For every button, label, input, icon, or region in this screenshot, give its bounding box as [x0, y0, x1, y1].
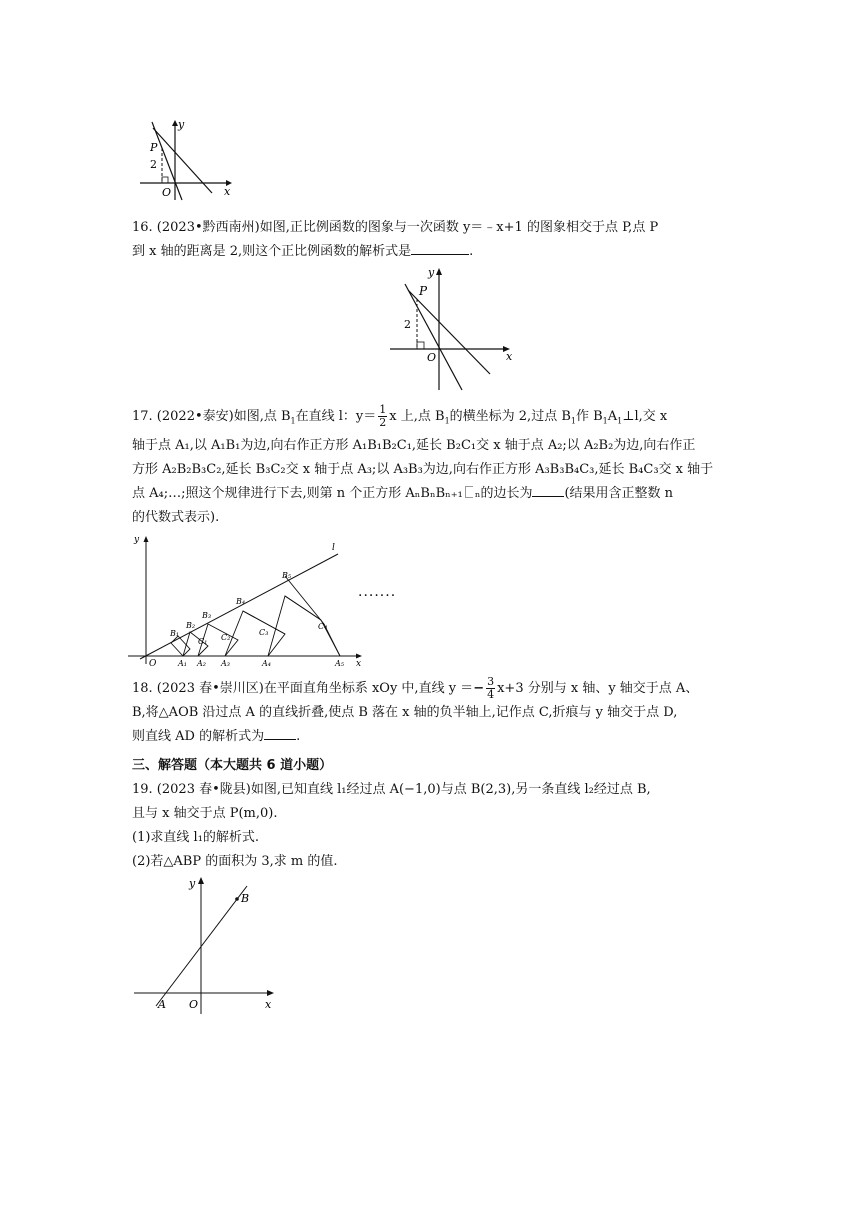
- y-axis-arrow-icon: [144, 536, 149, 542]
- label-b1: B₁: [170, 629, 180, 638]
- fraction-three-quarters: $\frac{3}{4}$: [487, 675, 495, 701]
- line-l: [140, 554, 338, 659]
- figure-q17-squares: [128, 532, 378, 669]
- label-y: y: [178, 118, 185, 131]
- label-two: 2: [404, 318, 411, 331]
- label-x: x: [265, 998, 272, 1011]
- answer-blank: [411, 242, 469, 255]
- q19-line3: (1)求直线 l₁的解析式.: [132, 830, 260, 845]
- label-origin: O: [427, 351, 437, 364]
- label-c4: C₄: [318, 622, 328, 631]
- q17-line3: 方形 A₂B₂B₃C₂,延长 B₃C₂交 x 轴于点 A₃;以 A₃B₃为边,向右作正方形 A₃B₃B₄C₃,延长 B₄C₃交 x 轴于: [132, 461, 714, 477]
- figure-q19-graph: [134, 874, 284, 1014]
- figure-top-graph: [140, 118, 240, 202]
- label-origin: O: [189, 998, 199, 1011]
- segment-b4-c4: [285, 596, 321, 620]
- label-b5: B₅: [282, 571, 292, 580]
- q19-line1: 19. (2023 春•陇县)如图,已知直线 l₁经过点 A(−1,0)与点 B(2,3),另一条直线 l₂经过点 B,: [132, 782, 651, 797]
- q16-line2: 到 x 轴的距离是 2,则这个正比例函数的解析式是 .: [132, 244, 474, 259]
- label-a3: A₃: [221, 659, 230, 668]
- q18-line3: 则直线 AD 的解析式为 .: [132, 729, 301, 744]
- label-origin: O: [162, 186, 172, 199]
- label-origin: O: [149, 659, 157, 669]
- label-x: x: [506, 350, 513, 363]
- answer-blank: [532, 484, 564, 497]
- x-axis-arrow-icon: [356, 654, 362, 659]
- label-x: x: [356, 659, 362, 669]
- square-5: [268, 596, 340, 656]
- question-19: [132, 778, 732, 874]
- label-a1: A₁: [178, 659, 187, 668]
- label-a5: A₅: [335, 659, 344, 668]
- question-17: [132, 404, 732, 530]
- q17-line2: 轴于点 A₁,以 A₁B₁为边,向右作正方形 A₁B₁B₂C₁,延长 B₂C₁交 x 轴于点 A₂;以 A₂B₂为边,向右作正: [132, 437, 696, 453]
- x-axis-arrow-icon: [267, 990, 274, 996]
- q16-line1: 16. (2023•黔西南州)如图,正比例函数的图象与一次函数 y＝﹣x+1 的图象相交于点 P,点 P: [132, 220, 659, 235]
- question-16: [132, 216, 732, 264]
- label-c1: C₁: [198, 637, 208, 646]
- q18-line1: 18. (2023 春•崇川区)在平面直角坐标系 xOy 中,直线 y ＝− $\frac{3}{4}$ x+3 分别与 x 轴、y 轴交于点 A、: [132, 675, 699, 701]
- q18-line2: B,将△AOB 沿过点 A 的直线折叠,使点 B 落在 x 轴的负半轴上,记作点 C,折痕与 y 轴交于点 D,: [132, 705, 678, 720]
- question-18: [132, 676, 732, 749]
- q17-line1: 17. (2022•泰安)如图,点 $B_1$在直线 l：y＝ $\frac{1}{2}$ x 上,点 $B_1$的横坐标为 2,过点 $B_1$作 $B_1A_1\perp l$,交 x: [132, 403, 668, 429]
- label-y: y: [134, 535, 140, 545]
- label-b3: B₃: [202, 611, 212, 620]
- label-two: 2: [150, 158, 157, 171]
- section-heading: 三、解答题（本大题共 6 道小题）: [132, 758, 333, 773]
- figure-q16-graph: [390, 262, 520, 392]
- y-axis-arrow-icon: [198, 877, 204, 884]
- label-p: P: [419, 284, 428, 298]
- y-axis-arrow-icon: [436, 268, 442, 275]
- label-b2: B₂: [186, 621, 196, 630]
- ellipsis-dots: ·······: [358, 588, 397, 604]
- label-p: P: [150, 141, 158, 154]
- label-a: A: [158, 998, 166, 1011]
- fraction-one-half: $\frac{1}{2}$: [379, 403, 387, 429]
- q19-line2: 且与 x 轴交于点 P(m,0).: [132, 806, 278, 821]
- label-x: x: [224, 185, 231, 198]
- q17-line4: 点 A₄;…;照这个规律进行下去,则第 n 个正方形 AₙBₙBₙ₊₁ ₙ的边长为 (结果用含正整数 n: [132, 485, 674, 501]
- label-b: B: [241, 892, 250, 905]
- garbled-glyph: [465, 486, 473, 498]
- q19-line4: (2)若△ABP 的面积为 3,求 m 的值.: [132, 854, 338, 869]
- point-b: [235, 897, 239, 901]
- answer-blank: [264, 727, 296, 740]
- right-angle-mark: [417, 342, 424, 349]
- right-angle-mark: [162, 177, 168, 183]
- label-y: y: [189, 877, 196, 890]
- label-a4: A₄: [262, 659, 271, 668]
- label-l: l: [332, 543, 335, 553]
- label-b4: B₄: [236, 597, 246, 606]
- label-c3: C₃: [259, 628, 269, 637]
- q17-line5: 的代数式表示).: [132, 509, 220, 525]
- label-y: y: [428, 266, 435, 279]
- label-a2: A₂: [197, 659, 206, 668]
- square-1: [171, 636, 190, 656]
- line-linear: [408, 290, 490, 374]
- label-c2: C₂: [221, 633, 231, 642]
